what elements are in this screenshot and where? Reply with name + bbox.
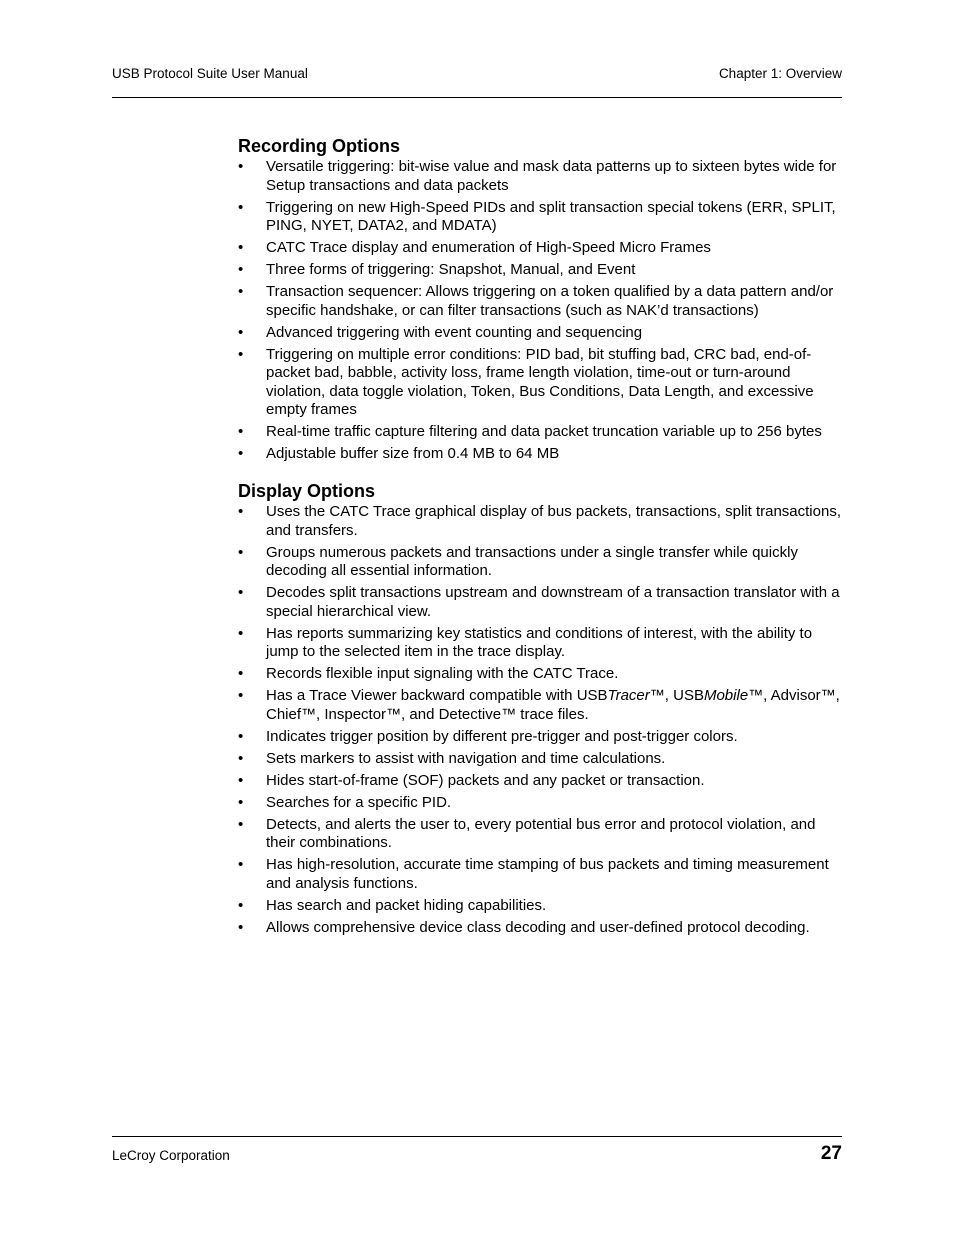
list-item: • Searches for a specific PID. (238, 793, 452, 811)
chapter-title: Chapter 1: Overview (718, 66, 842, 81)
list-item: • Indicates trigger position by different pre-trigger and post-trigger colors. (238, 727, 738, 745)
page-number: 27 (820, 1143, 842, 1164)
bullet: • (238, 624, 244, 642)
bullet: • (238, 771, 244, 789)
list-item: • CATC Trace display and enumeration of High-Speed Micro Frames (238, 239, 711, 257)
list-item: • Real-time traffic capture filtering and data packet truncation variable up to 256 bytes (238, 423, 822, 441)
bullet: • (238, 727, 244, 745)
list-item: • Triggering on new High-Speed PIDs and split transaction special tokens (ERR, SPLIT, PING, NYET, DATA2, and MDATA) (238, 198, 836, 235)
list-item: • Detects, and alerts the user to, every potential bus error and protocol violation, and their combinations. (238, 815, 816, 852)
bullet: • (238, 423, 244, 441)
list-item: • Advanced triggering with event counting and sequencing (238, 323, 643, 341)
bullet: • (238, 687, 244, 705)
bullet: • (238, 503, 244, 521)
list-item: • Triggering on multiple error conditions: PID bad, bit stuffing bad, CRC bad, end-of-packet bad, babble, activity loss, frame length violation, time-out or turn-around violation, data toggle violation, Token, Bus Conditions, Data Length, and excessive empty frames (238, 345, 814, 419)
recording-options-list (238, 158, 848, 464)
list-item: • Records flexible input signaling with the CATC Trace. (238, 665, 619, 683)
bullet: • (238, 856, 244, 874)
bullet: • (238, 261, 244, 279)
bullet: • (238, 584, 244, 602)
list-item: • Has search and packet hiding capabilities. (238, 897, 547, 914)
bullet: • (238, 198, 244, 216)
list-item: • Has reports summarizing key statistics and conditions of interest, with the ability to jump to the selected item in the trace display. (238, 624, 813, 661)
bullet: • (238, 897, 244, 914)
list-item: • Versatile triggering: bit-wise value and mask data patterns up to sixteen bytes wide for Setup transactions and data packets (238, 158, 837, 194)
footer-rule (112, 1136, 842, 1137)
bullet: • (238, 918, 244, 936)
list-item: • Three forms of triggering: Snapshot, Manual, and Event (238, 261, 636, 279)
list-item: • Allows comprehensive device class decoding and user-defined protocol decoding. (238, 918, 810, 936)
running-header (112, 65, 842, 83)
bullet: • (238, 323, 244, 341)
page-content (238, 134, 848, 941)
bullet: • (238, 158, 244, 175)
list-item: • Sets markers to assist with navigation and time calculations. (238, 749, 666, 767)
bullet: • (238, 815, 244, 833)
list-item: • Hides start-of-frame (SOF) packets and any packet or transaction. (238, 771, 705, 789)
manual-title: USB Protocol Suite User Manual (112, 66, 308, 81)
list-item: • Transaction sequencer: Allows triggering on a token qualified by a data pattern and/or specific handshake, or can filter transactions (such as NAK’d transactions) (238, 283, 834, 319)
list-item: • Adjustable buffer size from 0.4 MB to 64 MB (238, 445, 560, 463)
bullet: • (238, 665, 244, 683)
footer-company: LeCroy Corporation (112, 1148, 230, 1163)
list-item: • Decodes split transactions upstream and downstream of a transaction translator with a special hierarchical view. (238, 584, 840, 620)
bullet: • (238, 543, 244, 561)
bullet: • (238, 345, 244, 363)
list-item: • Groups numerous packets and transactions under a single transfer while quickly decoding all essential information. (238, 543, 798, 580)
list-item: • Has high-resolution, accurate time stamping of bus packets and timing measurement and analysis functions. (238, 856, 829, 893)
list-item: • Uses the CATC Trace graphical display of bus packets, transactions, split transactions, and transfers. (238, 503, 841, 539)
header-rule (112, 97, 842, 98)
bullet: • (238, 793, 244, 811)
bullet: • (238, 239, 244, 257)
bullet: • (238, 445, 244, 463)
bullet: • (238, 749, 244, 767)
recording-options-heading: Recording Options (238, 136, 400, 156)
bullet: • (238, 283, 244, 301)
list-item: • Has a Trace Viewer backward compatible with USBTracer™, USBMobile™, Advisor™, Chief™, Inspector™, and Detective™ trace files. (238, 687, 840, 723)
display-options-list (238, 503, 848, 938)
display-options-heading: Display Options (238, 481, 376, 502)
